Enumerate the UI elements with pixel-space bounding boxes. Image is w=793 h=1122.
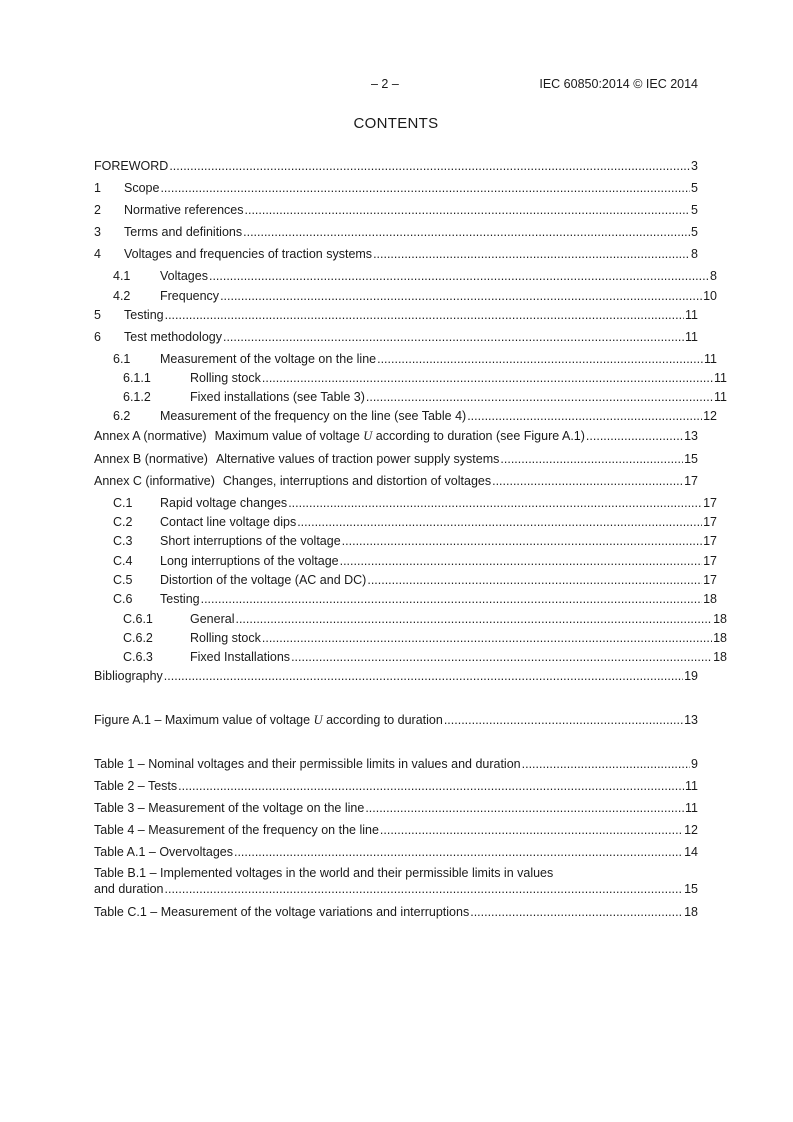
leader-dots	[365, 800, 684, 816]
toc-entry-c1[interactable]: C.1 Rapid voltage changes ..... 17	[94, 495, 717, 511]
leader-dots	[220, 288, 702, 304]
leader-dots	[235, 611, 712, 627]
toc-entry-testing[interactable]: 5 Testing ..... 11	[94, 307, 698, 323]
leader-dots	[165, 307, 684, 323]
toc-entry-measurement-voltage[interactable]: 6.1 Measurement of the voltage on the line ..... 11	[94, 351, 717, 367]
leader-dots	[522, 756, 690, 772]
table-entry-c1[interactable]: Table C.1 – Measurement of the voltage variations and interruptions ..... 18	[94, 904, 698, 920]
page-header	[94, 77, 698, 93]
toc-entry-voltages-frequencies[interactable]: 4 Voltages and frequencies of traction systems ..... 8	[94, 246, 698, 262]
toc-entry-measurement-frequency[interactable]: 6.2 Measurement of the frequency on the line (see Table 4) ..... 12	[94, 408, 717, 424]
toc-entry-c2[interactable]: C.2 Contact line voltage dips ..... 17	[94, 514, 717, 530]
leader-dots	[444, 712, 683, 728]
leader-dots	[366, 389, 713, 405]
leader-dots	[262, 370, 713, 386]
toc-entry-c6-1[interactable]: C.6.1 General ..... 18	[94, 611, 727, 627]
leader-dots	[165, 881, 684, 897]
toc-entry-c3[interactable]: C.3 Short interruptions of the voltage ..... 17	[94, 533, 717, 549]
leader-dots	[245, 202, 691, 218]
toc-entry-scope[interactable]: 1 Scope ..... 5	[94, 180, 698, 196]
leader-dots	[367, 572, 702, 588]
toc-entry-terms-definitions[interactable]: 3 Terms and definitions ..... 5	[94, 224, 698, 240]
toc-entry-annex-b[interactable]: Annex B (normative) Alternative values of traction power supply systems ..... 15	[94, 451, 698, 467]
leader-dots	[492, 473, 683, 489]
toc-entry-annex-c[interactable]: Annex C (informative) Changes, interruptions and distortion of voltages ..... 17	[94, 473, 698, 489]
leader-dots	[373, 246, 690, 262]
leader-dots	[288, 495, 702, 511]
toc-entry-normative-references[interactable]: 2 Normative references ..... 5	[94, 202, 698, 218]
leader-dots	[340, 553, 702, 569]
document-reference: IEC 60850:2014 © IEC 2014	[539, 77, 698, 91]
toc-entry-c5[interactable]: C.5 Distortion of the voltage (AC and DC) ..... 17	[94, 572, 717, 588]
toc-entry-c6-2[interactable]: C.6.2 Rolling stock ..... 18	[94, 630, 727, 646]
leader-dots	[201, 591, 702, 607]
leader-dots	[586, 428, 683, 444]
toc-entry-foreword[interactable]: FOREWORD ..... 3	[94, 158, 698, 174]
leader-dots	[380, 822, 683, 838]
leader-dots	[291, 649, 712, 665]
table-entry-1[interactable]: Table 1 – Nominal voltages and their permissible limits in values and duration ..... 9	[94, 756, 698, 772]
page-title: CONTENTS	[353, 115, 439, 132]
toc-entry-voltages[interactable]: 4.1 Voltages ..... 8	[94, 268, 717, 284]
leader-dots	[467, 408, 702, 424]
figure-entry-a1[interactable]: Figure A.1 – Maximum value of voltage U according to duration ..... 13	[94, 712, 698, 728]
leader-dots	[178, 778, 684, 794]
leader-dots	[209, 268, 709, 284]
table-entry-b1[interactable]: Table B.1 – Implemented voltages in the world and their permissible limits in values and duration ..... 15	[94, 865, 698, 897]
leader-dots	[500, 451, 683, 467]
toc-entry-frequency[interactable]: 4.2 Frequency ..... 10	[94, 288, 717, 304]
toc-entry-test-methodology[interactable]: 6 Test methodology ..... 11	[94, 329, 698, 345]
leader-dots	[470, 904, 683, 920]
leader-dots	[262, 630, 712, 646]
toc-entry-bibliography[interactable]: Bibliography ..... 19	[94, 668, 698, 684]
leader-dots	[169, 158, 690, 174]
toc-entry-fixed-installations[interactable]: 6.1.2 Fixed installations (see Table 3) ..... 11	[94, 389, 727, 405]
toc-entry-c4[interactable]: C.4 Long interruptions of the voltage ..... 17	[94, 553, 717, 569]
leader-dots	[164, 668, 683, 684]
leader-dots	[160, 180, 690, 196]
toc-entry-rolling-stock[interactable]: 6.1.1 Rolling stock ..... 11	[94, 370, 727, 386]
page-number: – 2 –	[371, 77, 399, 91]
toc-entry-annex-a[interactable]: Annex A (normative) Maximum value of voltage U according to duration (see Figure A.1) ..... 13	[94, 428, 698, 444]
toc-entry-c6[interactable]: C.6 Testing ..... 18	[94, 591, 717, 607]
leader-dots	[297, 514, 702, 530]
toc-entry-c6-3[interactable]: C.6.3 Fixed Installations ..... 18	[94, 649, 727, 665]
leader-dots	[223, 329, 684, 345]
table-entry-2[interactable]: Table 2 – Tests ..... 11	[94, 778, 698, 794]
leader-dots	[234, 844, 683, 860]
leader-dots	[342, 533, 702, 549]
table-entry-a1[interactable]: Table A.1 – Overvoltages ..... 14	[94, 844, 698, 860]
table-entry-3[interactable]: Table 3 – Measurement of the voltage on the line ..... 11	[94, 800, 698, 816]
leader-dots	[243, 224, 690, 240]
leader-dots	[377, 351, 703, 367]
table-entry-4[interactable]: Table 4 – Measurement of the frequency on the line ..... 12	[94, 822, 698, 838]
